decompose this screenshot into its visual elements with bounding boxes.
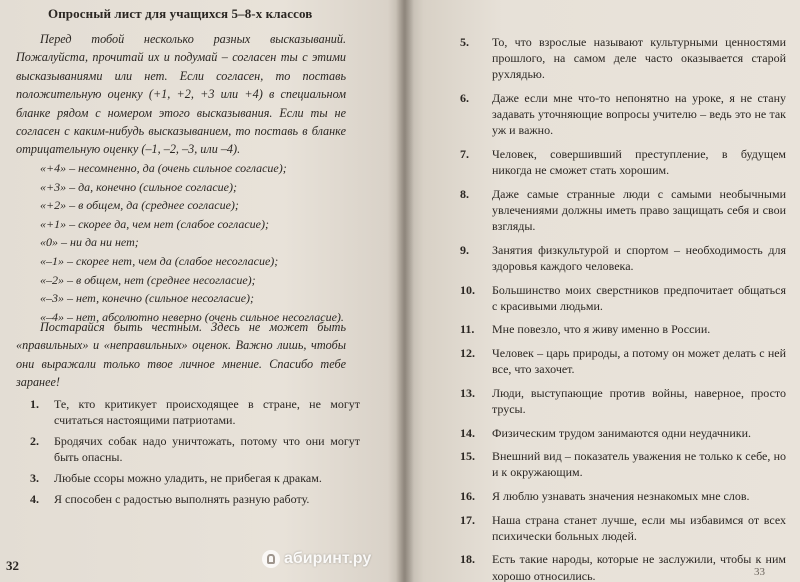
watermark-text: абиринт.ру [284, 550, 372, 567]
honesty-note: Постарайся быть честным. Здесь не может быть «правильных» и «неправильных» оценок. Важно лишь, чтобы они выражали только твое личное мнение. Спасибо тебе заранее! [16, 320, 346, 390]
statement-item [460, 186, 786, 235]
statement-number: 7. [460, 147, 469, 161]
statement-text: Большинство моих сверстников предпочитает общаться с красивыми людьми. [492, 282, 786, 313]
statement-item [460, 512, 786, 544]
scale-item: «+2» – в общем, да (среднее согласие); [40, 198, 239, 213]
scale-item: «+4» – несомненно, да (очень сильное согласие); [40, 161, 287, 175]
statement-item [30, 470, 360, 486]
statement-item [460, 146, 786, 178]
statement-text: Внешний вид – показатель уважения не только к себе, но и к окружающим. [492, 449, 786, 480]
statement-item [460, 488, 786, 504]
statement-number: 18. [460, 552, 475, 567]
store-watermark [262, 550, 371, 568]
labirint-logo-icon [262, 550, 280, 568]
statement-item [460, 425, 786, 441]
page-number-left: 32 [6, 558, 19, 573]
statement-text: Даже если мне что-то непонятно на уроке, я не стану задавать уточняющие вопросы учителю – ведь это не так уж и важно. [492, 91, 786, 138]
questionnaire-heading: Опросный лист для учащихся 5–8-х классов [48, 6, 313, 21]
statement-number: 10. [460, 282, 475, 297]
statement-number: 16. [460, 488, 475, 503]
statement-item [460, 34, 786, 83]
statement-item [460, 321, 786, 337]
statement-text: Люди, выступающие против войны, наверное, просто трусы. [492, 385, 786, 416]
rating-scale-list [16, 159, 346, 326]
statement-number: 9. [460, 242, 469, 257]
statement-number: 6. [460, 91, 469, 105]
scale-item: «–4» – нет, абсолютно неверно (очень сильное несогласие). [40, 309, 344, 324]
statement-number: 12. [460, 345, 475, 360]
statement-text: Даже самые странные люди с самыми необычными увлечениями должны иметь право защищать себя и свои взгляды. [492, 186, 786, 234]
instructions-paragraph: Перед тобой несколько разных высказываний. Пожалуйста, прочитай их и подумай – согласен ты с этими высказываниями или нет. Если согласен, то поставь положительную оценку (+1, +2, +3 или +4) в специальном бланке рядом с номером этого высказывания. Если ты не согласен с каким-нибудь высказыванием, то поставь в бланке отрицательную оценку (–1, –2, –3, или –4). [16, 32, 346, 157]
statement-item [30, 433, 360, 465]
statement-item [460, 282, 786, 314]
statement-item [460, 551, 786, 582]
statement-number: 2. [30, 434, 39, 448]
statement-text: Те, кто критикует происходящее в стране, не могут считаться настоящими патриотами. [54, 397, 360, 427]
statement-item [460, 345, 786, 377]
statement-item [460, 90, 786, 139]
statement-text: Наша страна станет лучше, если мы избавимся от всех психически больных людей. [492, 512, 786, 543]
statement-text: Человек, совершивший преступление, в будущем никогда не сможет стать хорошим. [492, 147, 786, 178]
statement-text: Физическим трудом занимаются одни неудачники. [492, 425, 752, 440]
statement-number: 17. [460, 512, 475, 527]
statement-text: Любые ссоры можно уладить, не прибегая к дракам. [54, 471, 322, 485]
page-number-right: 33 [754, 566, 765, 578]
statement-number: 8. [460, 186, 469, 201]
statement-text: Мне повезло, что я живу именно в России. [492, 322, 711, 337]
statement-text: То, что взрослые называют культурными ценностями прошлого, на самом деле часто оказывается старой рухлядью. [492, 35, 786, 82]
statement-text: Я люблю узнавать значения незнакомых мне слов. [492, 488, 750, 503]
statement-list-right [460, 34, 786, 582]
statement-text: Есть такие народы, которые не заслужили, чтобы к ним хорошо относились. [492, 552, 786, 582]
statement-number: 5. [460, 35, 469, 49]
statement-text: Бродячих собак надо уничтожать, потому что они могут быть опасны. [54, 434, 360, 464]
scale-item: «+1» – скорее да, чем нет (слабое согласие); [40, 216, 269, 231]
statement-text: Я способен с радостью выполнять разную работу. [54, 492, 310, 506]
statement-number: 11. [460, 322, 475, 337]
statement-text: Занятия физкультурой и спортом – необходимость для здоровья каждого человека. [492, 242, 786, 273]
scale-item: «–1» – скорее нет, чем да (слабое несогласие); [40, 253, 279, 268]
scale-item: «–2» – в общем, нет (среднее несогласие); [40, 272, 256, 287]
scale-item: «0» – ни да ни нет; [40, 235, 139, 250]
statement-text: Человек – царь природы, а потому он может делать с ней все, что захочет. [492, 345, 786, 377]
statement-item [30, 396, 360, 428]
statement-list-left [30, 396, 360, 512]
statement-item [460, 242, 786, 274]
scale-item: «+3» – да, конечно (сильное согласие); [40, 179, 237, 194]
statement-item [460, 385, 786, 417]
book-gutter [396, 0, 414, 582]
statement-number: 3. [30, 471, 39, 485]
statement-item [30, 491, 360, 507]
statement-number: 1. [30, 397, 39, 411]
right-page [404, 0, 800, 582]
statement-item [460, 448, 786, 480]
statement-number: 15. [460, 449, 475, 464]
statement-number: 13. [460, 385, 475, 400]
scale-item: «–3» – нет, конечно (сильное несогласие); [40, 291, 255, 306]
statement-number: 14. [460, 425, 475, 440]
statement-number: 4. [30, 492, 39, 506]
